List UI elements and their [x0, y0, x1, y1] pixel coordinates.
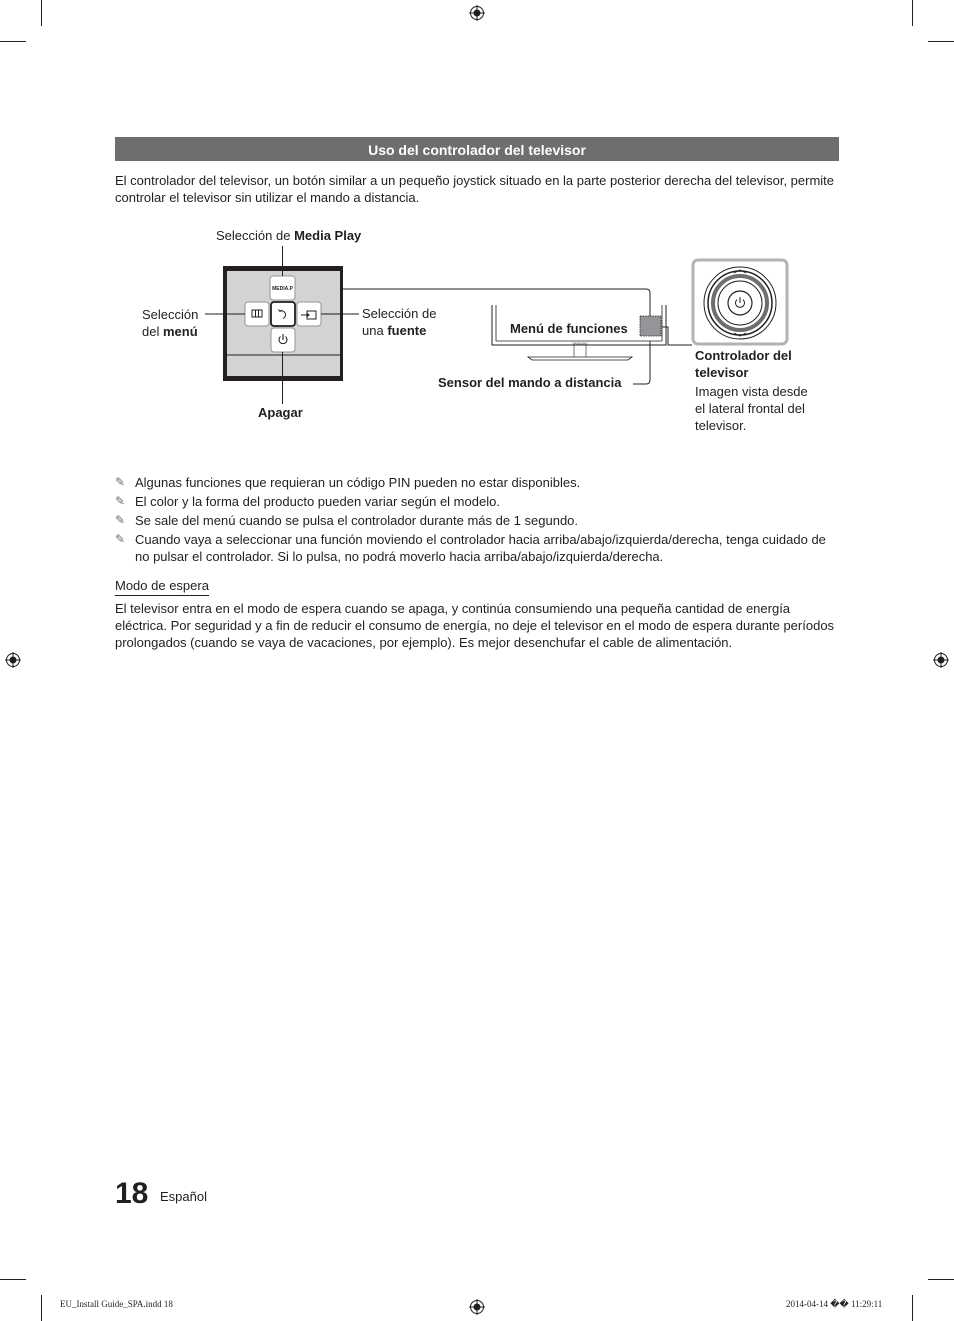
standby-paragraph: El televisor entra en el modo de espera cuando se apaga, y continúa consumiendo una pequeña cantidad de energía eléctrica. Por seguridad y a fin de reducir el consumo de energía, no deje el televisor en el modo de espera durante períodos prolongados (cuando se vaya de vacaciones, por ejemplo). Es mejor desenchufar el cable de alimentación. — [115, 601, 835, 650]
label-source-line2 — [362, 322, 436, 339]
note-text: Cuando vaya a seleccionar una función moviendo el controlador hacia arriba/abajo/izquierda/derecha, tenga cuidado de no pulsar el controlador. Si lo pulsa, no podrá moverlo hacia arriba/abajo/izquierda/derecha. — [135, 532, 826, 564]
registration-mark-icon — [5, 652, 21, 668]
label-remote-sensor: Sensor del mando a distancia — [438, 375, 622, 390]
label-function-menu: Menú de funciones — [510, 321, 628, 336]
note-pencil-icon: ✎ — [115, 513, 126, 527]
label-media-play-bold: Media Play — [294, 228, 362, 243]
page-number: 18 — [115, 1177, 149, 1210]
menu-button — [245, 302, 269, 326]
label-menu-prefix: del — [142, 324, 160, 339]
notes-list — [115, 474, 839, 567]
note-item — [115, 474, 839, 491]
note-item — [115, 512, 839, 529]
note-item — [115, 493, 839, 510]
registration-mark-icon — [469, 1299, 485, 1315]
label-source-line1: Selección de — [362, 306, 437, 321]
note-pencil-icon: ✎ — [115, 494, 126, 508]
label-media-play-prefix: Selección de — [216, 228, 291, 243]
label-menu-line1: Selección — [142, 307, 199, 322]
crop-mark — [0, 1279, 26, 1280]
crop-mark — [928, 1279, 954, 1280]
standby-heading: Modo de espera — [115, 577, 209, 596]
label-controller-title: Controlador del televisor — [695, 348, 792, 380]
return-button — [271, 302, 295, 326]
note-text: Se sale del menú cuando se pulsa el controlador durante más de 1 segundo. — [135, 513, 579, 528]
registration-mark-icon — [933, 652, 949, 668]
footer-date: 2014-04-14 �� 11:29:11 — [786, 1299, 883, 1309]
label-menu-bold: menú — [162, 324, 198, 339]
label-source-bold: fuente — [387, 323, 427, 338]
note-pencil-icon: ✎ — [115, 475, 126, 489]
brand-mark: SAMSUNG — [572, 341, 588, 346]
intro-paragraph: El controlador del televisor, un botón similar a un pequeño joystick situado en la parte posterior derecha del televisor, permite controlar el televisor sin utilizar el mando a distancia. — [115, 173, 835, 205]
label-source-prefix: una — [362, 323, 384, 338]
label-menu — [142, 306, 198, 340]
crop-mark — [41, 1295, 42, 1321]
label-controller-desc: Imagen vista desde el lateral frontal del televisor. — [695, 384, 808, 433]
source-button — [297, 302, 321, 326]
label-source — [362, 305, 436, 339]
crop-mark — [912, 1295, 913, 1321]
label-media-play — [216, 227, 361, 244]
controller-closeup — [693, 260, 787, 344]
page-language: Español — [160, 1189, 207, 1204]
label-menu-line2 — [142, 323, 198, 340]
section-title: Uso del controlador del televisor — [115, 137, 839, 161]
footer-file: EU_Install Guide_SPA.indd 18 — [60, 1299, 173, 1309]
note-pencil-icon: ✎ — [115, 532, 126, 546]
label-power-off: Apagar — [258, 405, 303, 420]
note-item — [115, 531, 839, 565]
note-text: El color y la forma del producto pueden variar según el modelo. — [135, 494, 500, 509]
media-play-button-label: MEDIA.P — [272, 286, 293, 292]
note-text: Algunas funciones que requieran un código PIN pueden no estar disponibles. — [135, 475, 581, 490]
